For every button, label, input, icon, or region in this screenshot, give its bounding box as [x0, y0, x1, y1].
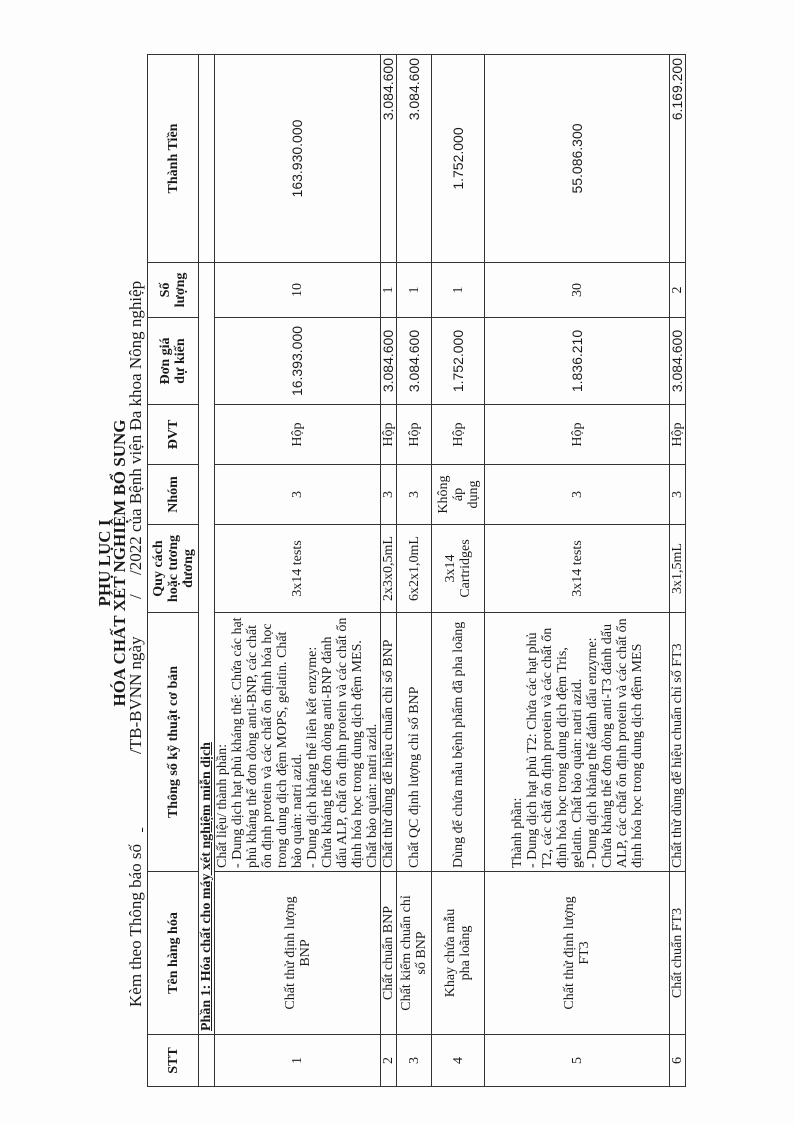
- cell-price: 16.393.000: [215, 318, 381, 405]
- cell-unit: Hộp: [215, 405, 381, 465]
- cell-total: 1.752.000: [432, 55, 485, 263]
- cell-name: Chất kiểm chuẩn chỉ số BNP: [397, 872, 432, 1035]
- header-unit: ĐVT: [148, 405, 199, 465]
- cell-stt: 5: [485, 1035, 670, 1087]
- document-title: HÓA CHẤT XÉT NGHIỆM BỔ SUNG: [110, 419, 129, 707]
- cell-stt: 2: [381, 1035, 397, 1087]
- cell-pack: 3x14 tests: [215, 525, 381, 613]
- reference-code: /TB-BVNN ngày: [126, 636, 145, 754]
- table-row: [381, 55, 397, 1087]
- chemicals-table: [147, 54, 686, 1087]
- cell-total: 3.084.600: [397, 55, 432, 263]
- cell-total: 55.086.300: [485, 55, 670, 263]
- header-stt: STT: [148, 1035, 199, 1087]
- cell-name: Chất thử định lượng BNP: [215, 872, 381, 1035]
- cell-unit: Hộp: [397, 405, 432, 465]
- cell-pack: 3x14 Cartridges: [432, 525, 485, 613]
- cell-stt: 1: [215, 1035, 381, 1087]
- cell-unit: Hộp: [381, 405, 397, 465]
- cell-price: 3.084.600: [397, 318, 432, 405]
- cell-group: 3: [215, 465, 381, 525]
- cell-total: 3.084.600: [381, 55, 397, 263]
- cell-stt: 3: [397, 1035, 432, 1087]
- cell-spec: Chất liệu/ thành phần: - Dung dịch hạt phủ kháng thể: Chứa các hạt phủ kháng thể đơn dòng anti-BNP, các chất ổn định protein và các chất ổn định hóa học trong dung dịch đệm MOPS, gelatin. Chất bảo quản: natri azid. - Dung dịch kháng thể liên kết enzyme: Chứa kháng thể đơn dòng anti-BNP đánh dấu ALP, chất ổn định protein và các chất ổn định hóa học trong dung dịch đệm MES. Chất bảo quản: natri azid.: [215, 613, 381, 872]
- cell-pack: 3x1,5mL: [670, 525, 686, 613]
- cell-qty: 1: [432, 263, 485, 318]
- header-group: Nhóm: [148, 465, 199, 525]
- cell-qty: 2: [670, 263, 686, 318]
- cell-group: 3: [381, 465, 397, 525]
- table-header-row: [148, 55, 199, 1087]
- reference-number-blank: [127, 754, 145, 832]
- section-blank-cell: [199, 1035, 215, 1087]
- cell-group: 3: [670, 465, 686, 525]
- cell-stt: 4: [432, 1035, 485, 1087]
- header-qty: Số lượng: [148, 263, 199, 318]
- cell-unit: Hộp: [670, 405, 686, 465]
- section-title: Phần 1: Hóa chất cho máy xét nghiệm miễn dịch: [199, 263, 215, 1035]
- section-blank-cell: [199, 55, 215, 263]
- header-spec: Thông số kỹ thuật cơ bản: [148, 613, 199, 872]
- cell-spec: Chất thử dùng để hiệu chuẩn chỉ số BNP: [381, 613, 397, 872]
- cell-spec: Thành phần: - Dung dịch hạt phủ T2: Chứa các hạt phủ T2, các chất ổn định protein và các chất ổn định hóa học trong dung dịch đệm Tris, gelatin. Chất bảo quản: natri azid. - Dung dịch kháng thể đánh dấu enzyme: Chứa kháng thể đơn dòng anti-T3 đánh dấu ALP, các chất ổn định protein và các chất ổn định hóa học trong dung dịch đệm MES: [485, 613, 670, 872]
- cell-price: 3.084.600: [670, 318, 686, 405]
- header-total: Thành Tiền: [148, 55, 199, 263]
- table-row: [670, 55, 686, 1087]
- cell-qty: 1: [381, 263, 397, 318]
- cell-total: 6.169.200: [670, 55, 686, 263]
- cell-qty: 10: [215, 263, 381, 318]
- cell-qty: 1: [397, 263, 432, 318]
- cell-group: 3: [397, 465, 432, 525]
- cell-group: 3: [485, 465, 670, 525]
- header-price: Đơn giá dự kiến: [148, 318, 199, 405]
- cell-name: Chất chuẩn FT3: [670, 872, 686, 1035]
- cell-spec: Dùng để chứa mẫu bệnh phẩm đã pha loãng: [432, 613, 485, 872]
- cell-group: Không áp dụng: [432, 465, 485, 525]
- cell-pack: 2x3x0,5mL: [381, 525, 397, 613]
- cell-name: Chất chuẩn BNP: [381, 872, 397, 1035]
- table-row: [485, 55, 670, 1087]
- table-row: [215, 55, 381, 1087]
- reference-prefix: Kèm theo Thông báo số: [126, 843, 145, 1007]
- cell-spec: Chất thử dùng để hiệu chuẩn chỉ số FT3: [670, 613, 686, 872]
- table-row: [397, 55, 432, 1087]
- cell-price: 3.084.600: [381, 318, 397, 405]
- reference-suffix: /2022 của Bệnh viện Đa khoa Nông nghiệp: [126, 280, 145, 575]
- appendix-title: PHỤ LỤC I: [95, 519, 114, 607]
- table-row: [432, 55, 485, 1087]
- reference-slash: /: [126, 594, 145, 599]
- cell-total: 163.930.000: [215, 55, 381, 263]
- cell-stt: 6: [670, 1035, 686, 1087]
- cell-unit: Hộp: [432, 405, 485, 465]
- cell-name: Chất thử định lượng FT3: [485, 872, 670, 1035]
- cell-pack: 3x14 tests: [485, 525, 670, 613]
- cell-price: 1.836.210: [485, 318, 670, 405]
- section-row: [199, 55, 215, 1087]
- cell-pack: 6x2x1,0mL: [397, 525, 432, 613]
- header-name: Tên hàng hóa: [148, 872, 199, 1035]
- header-pack: Quy cách hoặc tương đương: [148, 525, 199, 613]
- cell-name: Khay chứa mẫu pha loãng: [432, 872, 485, 1035]
- cell-unit: Hộp: [485, 405, 670, 465]
- cell-spec: Chất QC định lượng chỉ số BNP: [397, 613, 432, 872]
- cell-price: 1.752.000: [432, 318, 485, 405]
- cell-qty: 30: [485, 263, 670, 318]
